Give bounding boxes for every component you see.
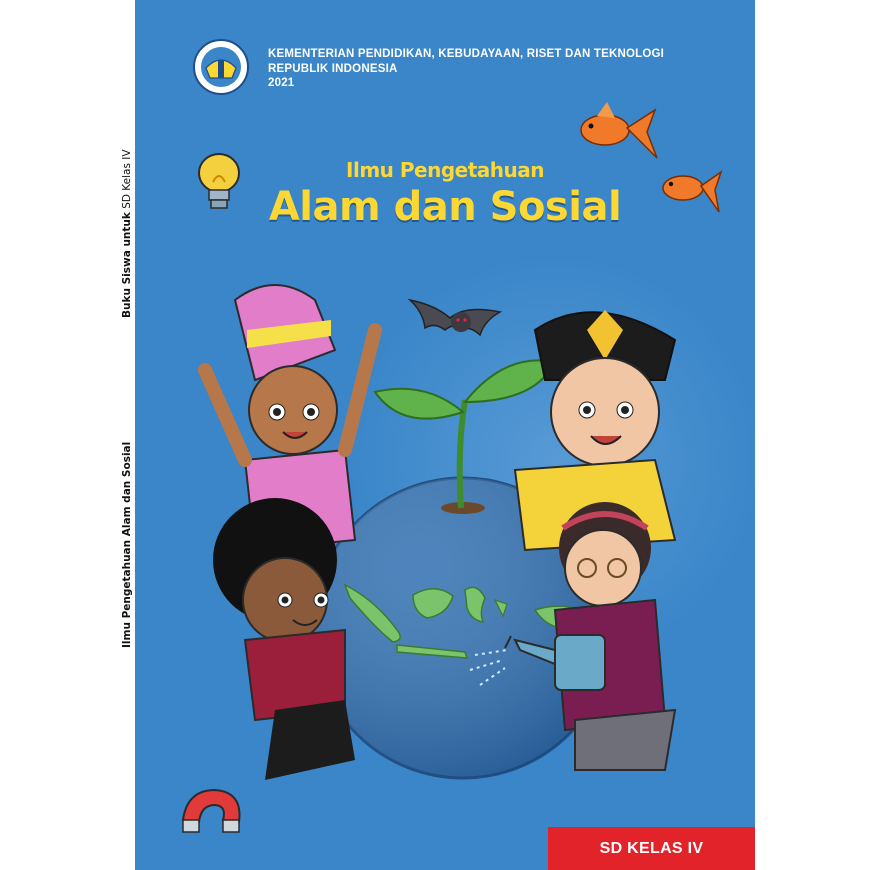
grade-badge bbox=[548, 827, 755, 870]
book-title: Alam dan Sosial bbox=[268, 184, 622, 230]
spine-book-title: Ilmu Pengetahuan Alam dan Sosial bbox=[121, 441, 133, 648]
spine-grade: SD Kelas IV bbox=[121, 149, 133, 209]
bat-icon bbox=[410, 300, 500, 335]
cover-illustration bbox=[135, 0, 755, 870]
publisher-ministry: KEMENTERIAN PENDIDIKAN, KEBUDAYAAN, RISET DAN TEKNOLOGI bbox=[268, 48, 665, 60]
goldfish-icon bbox=[581, 102, 657, 158]
child-red-outfit bbox=[213, 498, 355, 780]
spine-series-label bbox=[121, 149, 133, 318]
publisher-year: 2021 bbox=[268, 77, 295, 89]
book-spine bbox=[113, 0, 135, 870]
ministry-logo-icon bbox=[192, 38, 250, 96]
publisher-country: REPUBLIK INDONESIA bbox=[268, 62, 398, 75]
book-subtitle: Ilmu Pengetahuan bbox=[346, 158, 544, 182]
grade-badge-label: SD KELAS IV bbox=[599, 840, 704, 857]
magnet-icon bbox=[183, 790, 240, 832]
spine-audience: Buku Siswa untuk bbox=[121, 212, 133, 318]
publisher-block bbox=[268, 47, 664, 91]
book-cover bbox=[135, 0, 755, 870]
